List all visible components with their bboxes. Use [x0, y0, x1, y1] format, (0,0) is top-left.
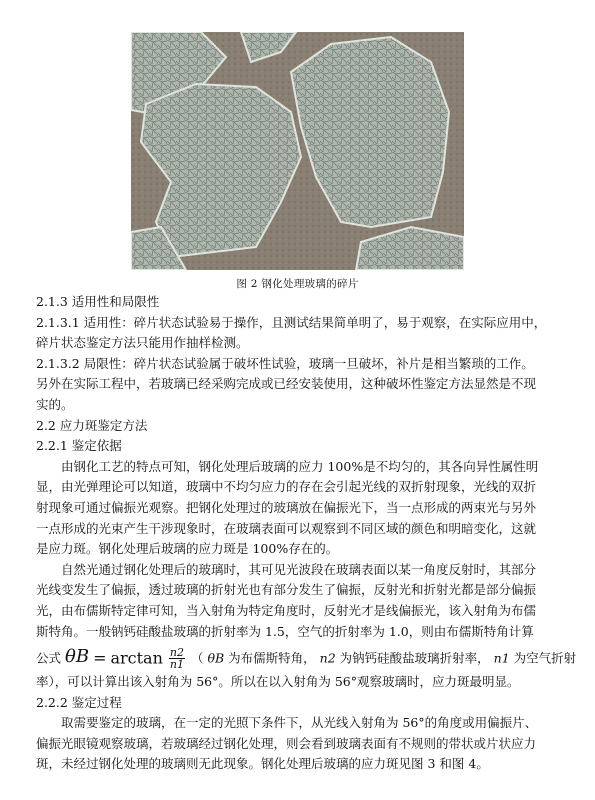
- paren-open: （: [190, 650, 204, 666]
- theta-b-symbol: θB: [65, 646, 90, 668]
- formula-text: 为布儒斯特角，: [228, 650, 316, 666]
- paragraph-line: 光，由布儒斯特定律可知，当入射角为特定角度时，反射光才是线偏振光，该入射角为布儒: [36, 602, 537, 618]
- paragraph-line: 射现象可通过偏振光观察。把钢化处理过的玻璃放在偏振光下，当一点形成的两束光与另外: [36, 499, 537, 515]
- paragraph-line: 光线变发生了偏振，透过玻璃的折射光也有部分发生了偏振，反射光和折射光都是部分偏振: [36, 582, 537, 598]
- equals-sign: =: [93, 648, 107, 668]
- paragraph-line: 偏振光眼镜观察玻璃，若玻璃经过钢化处理，则会看到玻璃表面有不规则的带状或片状应力: [36, 735, 537, 751]
- formula-prefix: 公式: [36, 650, 62, 666]
- body-text: [36, 292, 577, 775]
- paragraph-line: 碎片状态鉴定方法只能用作抽样检测。: [36, 335, 249, 351]
- paragraph-line: 取需要鉴定的玻璃，在一定的光照下条件下，从光线入射角为 56°的角度或用偏振片、: [61, 715, 538, 731]
- paragraph-line: 2.1.3.2 局限性：碎片状态试验属于破坏性试验，玻璃一旦破坏，补片是相当繁琐的工作。: [36, 355, 534, 371]
- n1-symbol: n1: [493, 650, 510, 666]
- formula-text: 为空气折射: [513, 650, 577, 666]
- figure-caption: 图 2 钢化处理玻璃的碎片: [236, 278, 359, 290]
- n2-symbol: n2: [319, 650, 336, 666]
- theta-b-symbol: θB: [207, 650, 225, 666]
- heading-2-1-3: 2.1.3 适用性和局限性: [36, 294, 160, 309]
- paragraph-line: 由钢化工艺的特点可知，钢化处理后玻璃的应力 100%是不均匀的，其各向异性属性明: [61, 458, 539, 474]
- paragraph-line: 一点形成的光束产生干涉现象时，在玻璃表面可以观察到不同区域的颜色和明暗变化，这就: [36, 520, 537, 536]
- fraction: [169, 647, 185, 670]
- arctan-function: arctan: [110, 648, 163, 668]
- paragraph-line: 显，由光弹理论可以知道，玻璃中不均匀应力的存在会引起光线的双折射现象，光线的双折: [36, 479, 537, 495]
- paragraph-line: 自然光通过钢化处理后的玻璃时，其可见光波段在玻璃表面以某一角度反射时，其部分: [61, 561, 537, 577]
- paragraph-line: 实的。: [36, 396, 74, 412]
- brewster-formula-line: [36, 642, 577, 672]
- paragraph-line: 2.1.3.1 适用性：碎片状态试验易于操作，且测试结果简单明了，易于观察，在实际应用中，: [36, 314, 547, 330]
- heading-2-2-1: 2.2.1 鉴定依据: [36, 438, 122, 454]
- paragraph-line: 率），可以计算出该入射角为 56°。所以在以入射角为 56°观察玻璃时，应力斑最明显。: [36, 674, 520, 690]
- paragraph-line: 斑，未经过钢化处理的玻璃则无此现象。钢化处理后玻璃的应力斑见图 3 和图 4。: [36, 756, 489, 772]
- paragraph-line: 是应力斑。钢化处理后玻璃的应力斑是 100%存在的。: [36, 541, 339, 557]
- fraction-denominator: n1: [169, 658, 184, 672]
- glass-fragments-photo: [131, 32, 464, 270]
- fraction-numerator: n2: [169, 646, 184, 660]
- heading-2-2-2: 2.2.2 鉴定过程: [36, 694, 122, 710]
- heading-2-2: 2.2 应力斑鉴定方法: [36, 417, 148, 433]
- paragraph-line: 斯特角。一般钠钙硅酸盐玻璃的折射率为 1.5，空气的折射率为 1.0，则由布儒斯特角计算: [36, 623, 534, 639]
- formula-text: 为钠钙硅酸盐玻璃折射率，: [339, 650, 490, 666]
- paragraph-line: 另外在实际工程中，若玻璃已经采购完成或已经安装使用，这种破坏性鉴定方法显然是不现: [36, 376, 537, 392]
